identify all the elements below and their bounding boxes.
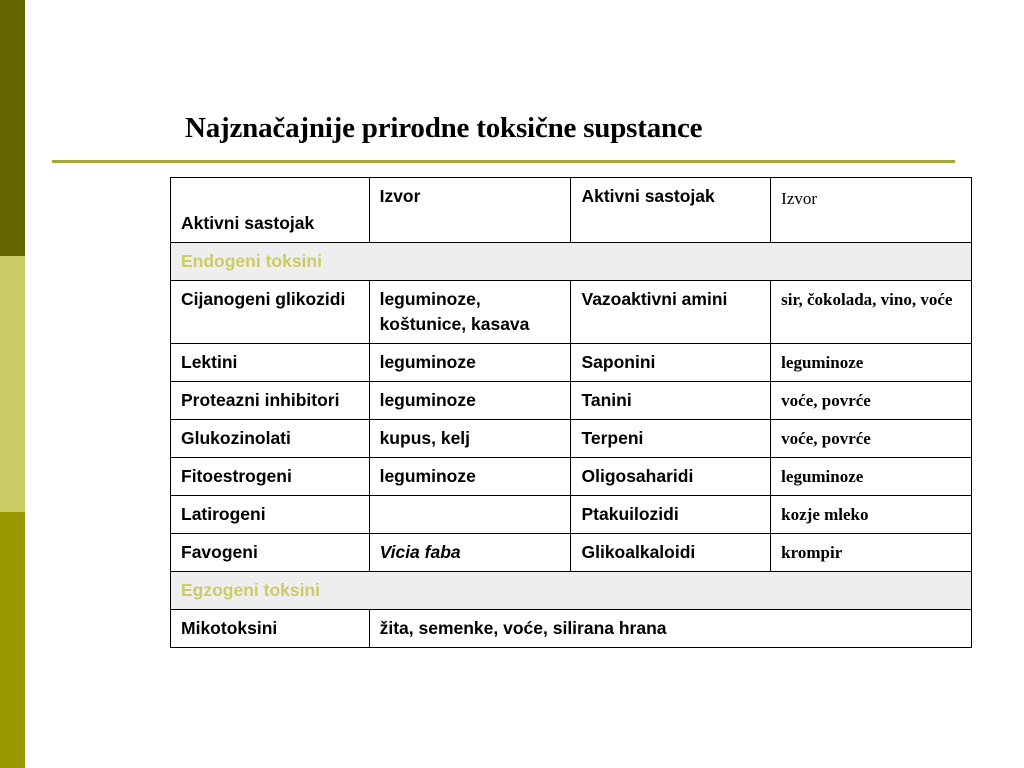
header-row xyxy=(171,178,972,243)
table-cell: leguminoze xyxy=(771,344,972,382)
table-cell: Oligosaharidi xyxy=(571,458,771,496)
decor-bar-middle xyxy=(0,256,25,512)
table-cell: leguminoze xyxy=(369,382,571,420)
header-cell: Izvor xyxy=(771,178,972,243)
table-cell: Mikotoksini xyxy=(171,610,370,648)
table-cell: leguminoze xyxy=(369,344,571,382)
toxins-table xyxy=(170,177,972,648)
table-cell: Glikoalkaloidi xyxy=(571,534,771,572)
title-divider xyxy=(52,160,955,163)
table-cell: Glukozinolati xyxy=(171,420,370,458)
table-cell: Favogeni xyxy=(171,534,370,572)
section-row-egzogeni xyxy=(171,572,972,610)
table-cell: Cijanogeni glikozidi xyxy=(171,281,370,344)
table-cell: Lektini xyxy=(171,344,370,382)
table-cell: kozje mleko xyxy=(771,496,972,534)
table-row xyxy=(171,382,972,420)
section-label: Endogeni toksini xyxy=(171,243,972,281)
table-row xyxy=(171,610,972,648)
section-row-endogeni xyxy=(171,243,972,281)
decor-bar-bottom xyxy=(0,512,25,768)
table-cell: Ptakuilozidi xyxy=(571,496,771,534)
section-label: Egzogeni toksini xyxy=(171,572,972,610)
table-cell: voće, povrće xyxy=(771,382,972,420)
table-row xyxy=(171,344,972,382)
table-cell: Proteazni inhibitori xyxy=(171,382,370,420)
table-row xyxy=(171,420,972,458)
table-cell: sir, čokolada, vino, voće xyxy=(771,281,972,344)
table-cell: krompir xyxy=(771,534,972,572)
table-cell: žita, semenke, voće, silirana hrana xyxy=(369,610,971,648)
table-cell: leguminoze xyxy=(771,458,972,496)
table-cell: Vazoaktivni amini xyxy=(571,281,771,344)
table-row xyxy=(171,281,972,344)
table-cell xyxy=(369,496,571,534)
table-cell: Terpeni xyxy=(571,420,771,458)
decor-bar-top xyxy=(0,0,25,256)
header-cell: Izvor xyxy=(369,178,571,243)
table-cell: Vicia faba xyxy=(369,534,571,572)
table-cell: Tanini xyxy=(571,382,771,420)
table-row xyxy=(171,458,972,496)
table-cell: voće, povrće xyxy=(771,420,972,458)
table-cell: Latirogeni xyxy=(171,496,370,534)
table-cell: leguminoze, koštunice, kasava xyxy=(369,281,571,344)
table-cell: kupus, kelj xyxy=(369,420,571,458)
table-cell: leguminoze xyxy=(369,458,571,496)
header-cell: Aktivni sastojak xyxy=(571,178,771,243)
table-row xyxy=(171,534,972,572)
table-cell: Saponini xyxy=(571,344,771,382)
table-row xyxy=(171,496,972,534)
table-cell: Fitoestrogeni xyxy=(171,458,370,496)
header-cell: Aktivni sastojak xyxy=(171,178,370,243)
slide-title: Najznačajnije prirodne toksične supstance xyxy=(185,112,703,144)
